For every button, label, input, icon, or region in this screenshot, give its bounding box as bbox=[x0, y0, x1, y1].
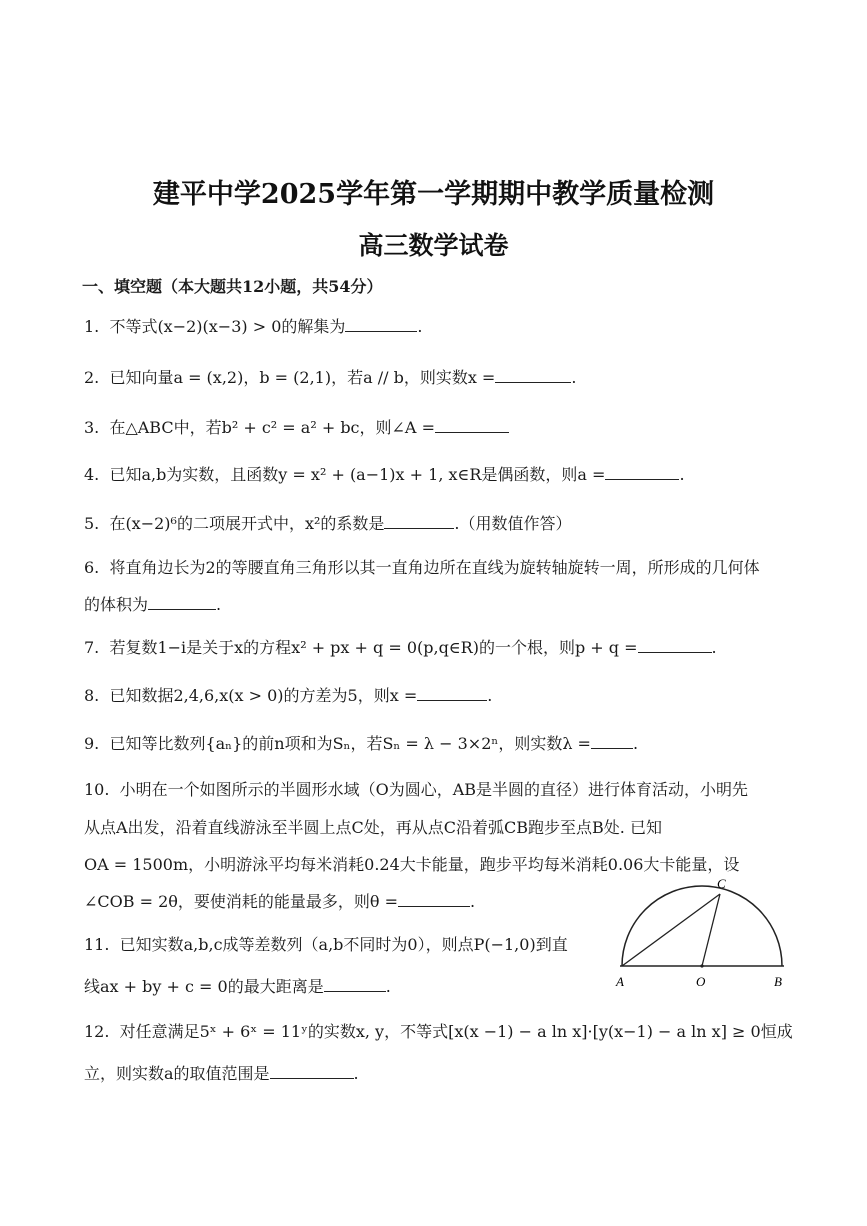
question-2: 2. 已知向量a = (x,2)，b = (2,1)，若a // b，则实数x = . bbox=[84, 368, 577, 387]
exam-title: 建平中学2025学年第一学期期中教学质量检测 bbox=[152, 179, 715, 210]
section-heading: 一、填空题（本大题共12小题，共54分） bbox=[82, 277, 383, 296]
answer-blank bbox=[324, 977, 386, 992]
question-9: 9. 已知等比数列{aₙ}的前n项和为Sₙ，若Sₙ = λ − 3×2ⁿ，则实数λ = . bbox=[84, 734, 639, 753]
question-5: 5. 在(x−2)⁶的二项展开式中，x²的系数是 .（用数值作答） bbox=[84, 514, 572, 533]
question-6-cont: 的体积为 . bbox=[84, 595, 222, 614]
answer-blank bbox=[398, 892, 470, 907]
answer-blank bbox=[384, 514, 454, 529]
question-10-line2: 从点A出发，沿着直线游泳至半圆上点C处，再从点C沿着弧CB跑步至点B处. 已知 bbox=[84, 818, 662, 837]
semicircle-arc bbox=[622, 886, 782, 966]
question-12: 12. 对任意满足5ˣ + 6ˣ = 11ʸ的实数x, y，不等式[x(x −1) − a ln x]·[y(x−1) − a ln x] ≥ 0恒成 bbox=[84, 1022, 793, 1041]
question-8: 8. 已知数据2,4,6,x(x > 0)的方差为5，则x = . bbox=[84, 686, 493, 705]
answer-blank bbox=[638, 638, 712, 653]
question-10-line3: OA = 1500m，小明游泳平均每米消耗0.24大卡能量，跑步平均每米消耗0.06大卡能量，设 bbox=[84, 855, 740, 874]
question-3: 3. 在△ABC中，若b² + c² = a² + bc，则∠A = bbox=[84, 417, 509, 439]
answer-blank bbox=[605, 465, 679, 480]
question-10-line4: ∠COB = 2θ，要使消耗的能量最多，则θ = . bbox=[84, 892, 476, 911]
answer-blank bbox=[591, 734, 633, 749]
label-o: O bbox=[696, 974, 706, 989]
center-point bbox=[700, 964, 703, 967]
label-a: A bbox=[616, 974, 624, 989]
question-4: 4. 已知a,b为实数，且函数y = x² + (a−1)x + 1, x∈R是偶函数，则a = . bbox=[84, 465, 685, 484]
answer-blank bbox=[270, 1064, 354, 1079]
exam-subtitle: 高三数学试卷 bbox=[358, 231, 509, 260]
question-12-cont: 立，则实数a的取值范围是 . bbox=[84, 1064, 359, 1083]
semicircle-figure bbox=[614, 874, 790, 990]
answer-blank bbox=[345, 317, 417, 332]
label-b: B bbox=[774, 974, 782, 989]
question-10: 10. 小明在一个如图所示的半圆形水域（O为圆心，AB是半圆的直径）进行体育活动，小明先 bbox=[84, 780, 749, 799]
question-7: 7. 若复数1−i是关于x的方程x² + px + q = 0(p,q∈R)的一个根，则p + q = . bbox=[84, 638, 717, 657]
answer-blank bbox=[148, 595, 216, 610]
answer-blank bbox=[495, 368, 571, 383]
answer-blank bbox=[435, 418, 509, 433]
label-c: C bbox=[717, 876, 726, 891]
question-11-cont: 线ax + by + c = 0的最大距离是 . bbox=[84, 977, 391, 996]
question-1: 1. 不等式(x−2)(x−3) > 0的解集为 . bbox=[84, 317, 423, 336]
question-6: 6. 将直角边长为2的等腰直角三角形以其一直角边所在直线为旋转轴旋转一周，所形成的几何体 bbox=[84, 558, 760, 577]
answer-blank bbox=[417, 686, 487, 701]
question-11: 11. 已知实数a,b,c成等差数列（a,b不同时为0），则点P(−1,0)到直 bbox=[84, 935, 568, 954]
